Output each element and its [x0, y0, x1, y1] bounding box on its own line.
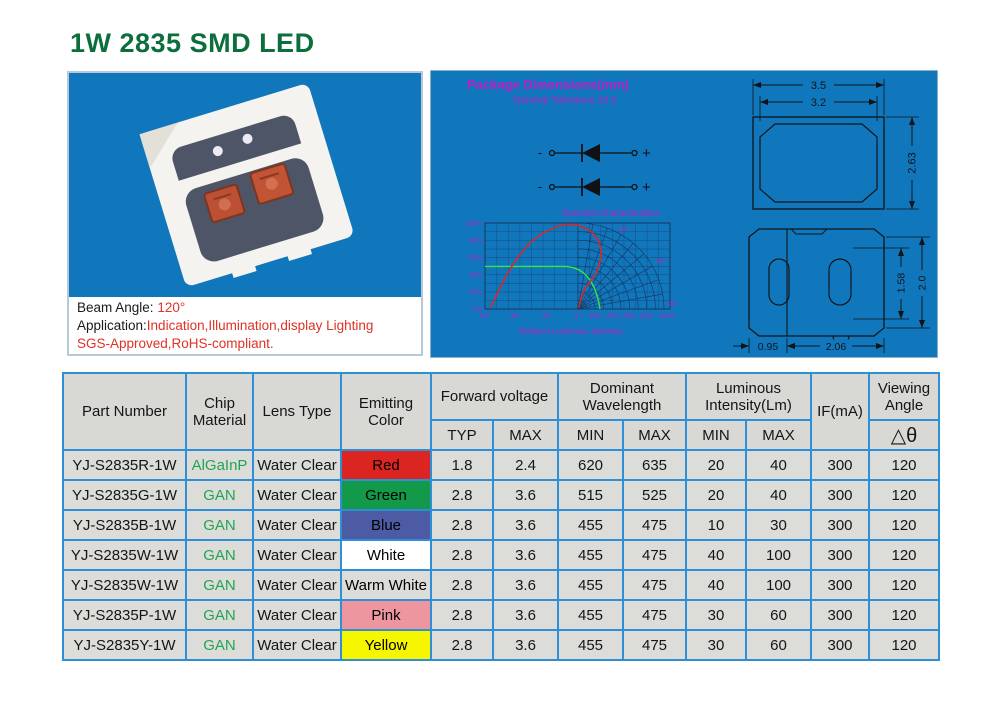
package-dimensions-panel [430, 70, 938, 358]
intensity-max-cell: 100 [746, 570, 811, 600]
svg-text:20%: 20% [468, 289, 482, 296]
beam-angle-label: Beam Angle: [77, 300, 158, 315]
viewing-angle-cell: 120 [869, 630, 939, 660]
viewing-angle-cell: 120 [869, 600, 939, 630]
package-body-outline [753, 117, 884, 209]
intensity-min-cell: 30 [686, 630, 746, 660]
minus-label: - [538, 179, 543, 194]
svg-text:20%: 20% [588, 313, 602, 320]
page-title: 1W 2835 SMD LED [70, 28, 315, 58]
vf-typ-cell: 1.8 [431, 450, 493, 480]
table-row [63, 570, 939, 600]
table-row [63, 480, 939, 510]
subheader-min: MIN [558, 420, 623, 450]
dim-outer-width: 3.5 [810, 80, 827, 92]
emitting-color-cell: Green [341, 480, 431, 510]
vf-max-cell: 2.4 [493, 450, 558, 480]
application-label: Application: [77, 318, 147, 333]
lens-type-cell: Water Clear [253, 540, 341, 570]
if-ma-cell: 300 [811, 450, 869, 480]
emitting-color-cell: Pink [341, 600, 431, 630]
if-ma-cell: 300 [811, 480, 869, 510]
right-pad-slot [829, 259, 851, 305]
wavelength-max-cell: 475 [623, 630, 686, 660]
dim-inner-height: 1.58 [895, 272, 908, 294]
part-number-cell: YJ-S2835P-1W [63, 600, 186, 630]
diagram-title: Package Dimensions(mm) [467, 77, 629, 92]
package-cavity-outline [760, 124, 877, 202]
subheader-typ: TYP [431, 420, 493, 450]
intensity-max-cell: 100 [746, 540, 811, 570]
application-line [77, 317, 413, 335]
compliance-line: SGS-Approved,RoHS-compliant. [77, 336, 274, 351]
intensity-min-cell: 20 [686, 480, 746, 510]
if-ma-cell: 300 [811, 510, 869, 540]
intensity-min-cell: 20 [686, 450, 746, 480]
svg-text:100%: 100% [465, 220, 482, 228]
if-ma-cell: 300 [811, 600, 869, 630]
left-pad-slot [769, 259, 789, 305]
wavelength-max-cell: 475 [623, 540, 686, 570]
if-ma-cell: 300 [811, 630, 869, 660]
diagram-subtitle: General Tolerance ±0.2 [513, 95, 617, 106]
chip-material-cell: GAN [186, 480, 253, 510]
emitting-color-cell: Warm White [341, 570, 431, 600]
lens-type-cell: Water Clear [253, 480, 341, 510]
part-number-cell: YJ-S2835W-1W [63, 570, 186, 600]
lens-type-cell: Water Clear [253, 570, 341, 600]
chip-material-cell: GAN [186, 630, 253, 660]
part-number-cell: YJ-S2835Y-1W [63, 630, 186, 660]
table-row [63, 600, 939, 630]
intensity-max-cell: 40 [746, 450, 811, 480]
intensity-min-cell: 40 [686, 540, 746, 570]
col-header-lens-type: Lens Type [253, 373, 341, 450]
y-axis-tick-labels [465, 221, 482, 314]
lens-type-cell: Water Clear [253, 600, 341, 630]
viewing-angle-cell: 120 [869, 540, 939, 570]
intensity-min-cell: 10 [686, 510, 746, 540]
col-header-forward-voltage: Forward voltage [431, 373, 558, 420]
chip-material-cell: AlGaInP [186, 450, 253, 480]
vf-typ-cell: 2.8 [431, 510, 493, 540]
beam-angle-line [77, 299, 413, 317]
intensity-max-cell: 30 [746, 510, 811, 540]
intensity-max-cell: 60 [746, 630, 811, 660]
chip-material-cell: GAN [186, 540, 253, 570]
svg-text:90°: 90° [480, 313, 490, 320]
svg-text:40%: 40% [468, 271, 482, 279]
led-photo [69, 73, 421, 297]
wavelength-max-cell: 475 [623, 570, 686, 600]
photo-caption [69, 297, 421, 353]
emitting-color-cell: Blue [341, 510, 431, 540]
diode-symbol [550, 144, 638, 162]
wavelength-min-cell: 620 [558, 450, 623, 480]
svg-text:0°: 0° [574, 313, 582, 320]
chip-material-cell: GAN [186, 510, 253, 540]
beam-angle-value: 120° [157, 300, 186, 315]
vf-typ-cell: 2.8 [431, 570, 493, 600]
dim-inner-width: 3.2 [810, 97, 827, 109]
viewing-angle-cell: 120 [869, 510, 939, 540]
svg-text:60%: 60% [468, 254, 482, 262]
if-ma-cell: 300 [811, 540, 869, 570]
wavelength-min-cell: 455 [558, 570, 623, 600]
svg-text:90°: 90° [668, 301, 678, 308]
col-header-part-number: Part Number [63, 373, 186, 450]
subheader-max: MAX [746, 420, 811, 450]
svg-text:100%: 100% [658, 313, 676, 320]
wavelength-max-cell: 475 [623, 510, 686, 540]
wavelength-min-cell: 515 [558, 480, 623, 510]
viewing-angle-cell: 120 [869, 570, 939, 600]
chart-title: Directive Characteristics [562, 208, 660, 218]
svg-text:0%: 0% [472, 306, 482, 313]
vf-max-cell: 3.6 [493, 510, 558, 540]
emitting-color-cell: Red [341, 450, 431, 480]
vf-typ-cell: 2.8 [431, 480, 493, 510]
part-number-cell: YJ-S2835R-1W [63, 450, 186, 480]
lens-type-cell: Water Clear [253, 510, 341, 540]
col-header-chip-material: Chip Material [186, 373, 253, 450]
viewing-angle-cell: 120 [869, 480, 939, 510]
plus-label: + [642, 145, 651, 162]
col-header-luminous-intensity: Luminous Intensity(Lm) [686, 373, 811, 420]
table-row [63, 450, 939, 480]
extension-lines [753, 79, 919, 209]
vf-max-cell: 3.6 [493, 540, 558, 570]
intensity-max-cell: 60 [746, 600, 811, 630]
spec-table-body [63, 450, 939, 660]
part-number-cell: YJ-S2835B-1W [63, 510, 186, 540]
part-number-cell: YJ-S2835W-1W [63, 540, 186, 570]
subheader-min: MIN [686, 420, 746, 450]
wavelength-min-cell: 455 [558, 600, 623, 630]
diode-polarity-symbols [536, 137, 711, 203]
svg-text:30°: 30° [619, 227, 629, 234]
svg-text:80%: 80% [468, 237, 482, 245]
wavelength-max-cell: 525 [623, 480, 686, 510]
chip-material-cell: GAN [186, 600, 253, 630]
table-row [63, 630, 939, 660]
svg-text:60°: 60° [511, 313, 521, 320]
subheader-max: MAX [493, 420, 558, 450]
intensity-min-cell: 30 [686, 600, 746, 630]
table-header-row [63, 373, 939, 420]
col-header-if-ma: IF(mA) [811, 373, 869, 450]
vf-typ-cell: 2.8 [431, 600, 493, 630]
vf-max-cell: 3.6 [493, 570, 558, 600]
vf-max-cell: 3.6 [493, 600, 558, 630]
subheader-max: MAX [623, 420, 686, 450]
wavelength-min-cell: 455 [558, 510, 623, 540]
chart-xlabel: Relative Luminous Intensity [519, 326, 623, 336]
emitting-color-cell: Yellow [341, 630, 431, 660]
intensity-max-cell: 40 [746, 480, 811, 510]
wavelength-min-cell: 455 [558, 630, 623, 660]
led-photo-panel [67, 71, 423, 356]
viewing-angle-cell: 120 [869, 450, 939, 480]
dim-outer-height: 2.0 [916, 275, 929, 291]
diode-symbol [550, 178, 638, 196]
col-header-dominant-wavelength: Dominant Wavelength [558, 373, 686, 420]
package-bottom-view [729, 211, 938, 358]
dim-pad-left: 0.95 [757, 341, 779, 353]
svg-text:60°: 60° [656, 258, 666, 265]
col-header-viewing-angle: Viewing Angle [869, 373, 939, 420]
spec-table [62, 372, 940, 661]
vf-typ-cell: 2.8 [431, 540, 493, 570]
if-ma-cell: 300 [811, 570, 869, 600]
intensity-min-cell: 40 [686, 570, 746, 600]
svg-text:40%: 40% [605, 313, 620, 320]
minus-label: - [538, 145, 543, 160]
vf-max-cell: 3.6 [493, 480, 558, 510]
lens-type-cell: Water Clear [253, 630, 341, 660]
led-chip-illustration [69, 73, 421, 297]
part-number-cell: YJ-S2835G-1W [63, 480, 186, 510]
emitting-color-cell: White [341, 540, 431, 570]
table-row [63, 510, 939, 540]
col-header-emitting-color: Emitting Color [341, 373, 431, 450]
svg-text:80%: 80% [640, 313, 654, 320]
chip-material-cell: GAN [186, 570, 253, 600]
x-axis-tick-labels [480, 312, 675, 320]
vf-typ-cell: 2.8 [431, 630, 493, 660]
wavelength-min-cell: 455 [558, 540, 623, 570]
dim-pad-right: 2.06 [825, 341, 847, 353]
top-notch [791, 229, 827, 234]
wavelength-max-cell: 635 [623, 450, 686, 480]
directivity-chart [453, 205, 703, 355]
svg-text:60%: 60% [622, 313, 637, 320]
table-row [63, 540, 939, 570]
plus-label: + [642, 179, 651, 196]
vf-max-cell: 3.6 [493, 630, 558, 660]
application-value: Indication,Illumination,display Lighting [146, 318, 374, 333]
svg-text:30°: 30° [542, 313, 552, 320]
lens-type-cell: Water Clear [253, 450, 341, 480]
dim-body-height: 2.63 [906, 152, 919, 174]
subheader-delta-theta: △θ [869, 420, 939, 450]
wavelength-max-cell: 475 [623, 600, 686, 630]
package-top-view [739, 73, 938, 213]
